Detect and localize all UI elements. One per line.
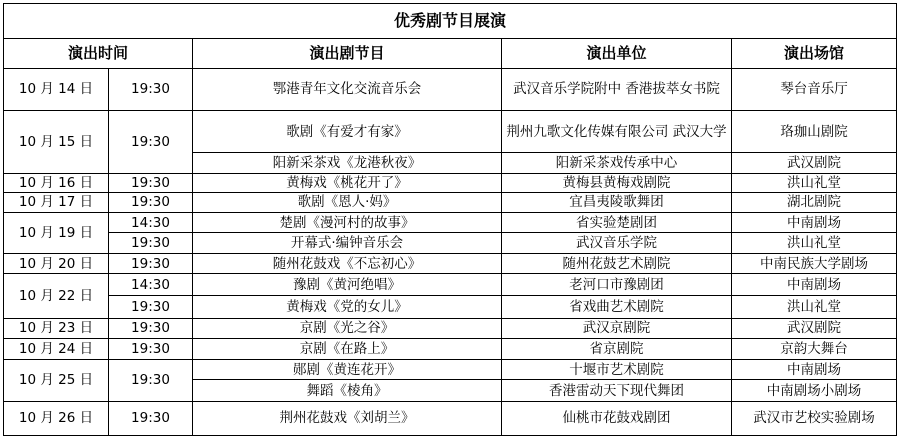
program-cell: 豫剧《黄河绝唱》 — [193, 274, 502, 296]
venue-cell: 湖北剧院 — [732, 193, 897, 213]
unit-cell: 武汉音乐学院附中 香港拔萃女书院 — [502, 68, 732, 110]
time-cell: 19:30 — [109, 173, 193, 193]
time-cell: 19:30 — [109, 253, 193, 274]
program-cell: 歌剧《恩人·妈》 — [193, 193, 502, 213]
program-cell: 黄梅戏《党的女儿》 — [193, 296, 502, 319]
venue-cell: 琴台音乐厅 — [732, 68, 897, 110]
date-cell: 10 月 20 日 — [4, 253, 109, 274]
venue-cell: 武汉剧院 — [732, 153, 897, 174]
venue-cell: 中南剧场 — [732, 359, 897, 380]
venue-cell: 中南剧场 — [732, 212, 897, 233]
time-cell: 14:30 — [109, 212, 193, 233]
venue-cell: 京韵大舞台 — [732, 339, 897, 360]
unit-cell: 武汉音乐学院 — [502, 233, 732, 254]
program-cell: 楚剧《漫河村的故事》 — [193, 212, 502, 233]
unit-cell: 香港雷动天下现代舞团 — [502, 380, 732, 402]
date-cell: 10 月 17 日 — [4, 193, 109, 213]
header-program: 演出剧节目 — [193, 38, 502, 68]
program-cell: 鄂港青年文化交流音乐会 — [193, 68, 502, 110]
program-cell: 黄梅戏《桃花开了》 — [193, 173, 502, 193]
program-cell: 京剧《在路上》 — [193, 339, 502, 360]
date-cell: 10 月 15 日 — [4, 110, 109, 173]
unit-cell: 省戏曲艺术剧院 — [502, 296, 732, 319]
time-cell: 19:30 — [109, 110, 193, 173]
table-row — [4, 296, 897, 319]
program-cell: 开幕式·编钟音乐会 — [193, 233, 502, 254]
unit-cell: 仙桃市花鼓戏剧团 — [502, 401, 732, 435]
table-row — [4, 253, 897, 274]
time-cell: 19:30 — [109, 339, 193, 360]
time-cell: 19:30 — [109, 193, 193, 213]
venue-cell: 中南剧场 — [732, 274, 897, 296]
table-row — [4, 401, 897, 435]
header-row — [4, 38, 897, 68]
program-cell: 京剧《光之谷》 — [193, 318, 502, 339]
unit-cell: 随州花鼓艺术剧院 — [502, 253, 732, 274]
table-row — [4, 318, 897, 339]
unit-cell: 省京剧院 — [502, 339, 732, 360]
time-cell: 14:30 — [109, 274, 193, 296]
program-cell: 舞蹈《棱角》 — [193, 380, 502, 402]
title-row — [4, 4, 897, 39]
program-cell: 歌剧《有爱才有家》 — [193, 110, 502, 152]
time-cell: 19:30 — [109, 233, 193, 254]
venue-cell: 中南剧场小剧场 — [732, 380, 897, 402]
program-schedule-table — [3, 3, 897, 436]
program-cell: 阳新采茶戏《龙港秋夜》 — [193, 153, 502, 174]
venue-cell: 武汉市艺校实验剧场 — [732, 401, 897, 435]
venue-cell: 洪山礼堂 — [732, 173, 897, 193]
venue-cell: 中南民族大学剧场 — [732, 253, 897, 274]
table-row — [4, 274, 897, 296]
date-cell: 10 月 19 日 — [4, 212, 109, 253]
unit-cell: 荆州九歌文化传媒有限公司 武汉大学 — [502, 110, 732, 152]
date-cell: 10 月 25 日 — [4, 359, 109, 401]
venue-cell: 洪山礼堂 — [732, 296, 897, 319]
date-cell: 10 月 26 日 — [4, 401, 109, 435]
unit-cell: 阳新采茶戏传承中心 — [502, 153, 732, 174]
program-cell: 荆州花鼓戏《刘胡兰》 — [193, 401, 502, 435]
table-title: 优秀剧节目展演 — [4, 4, 897, 39]
table-row — [4, 359, 897, 380]
time-cell: 19:30 — [109, 296, 193, 319]
date-cell: 10 月 23 日 — [4, 318, 109, 339]
unit-cell: 省实验楚剧团 — [502, 212, 732, 233]
table-row — [4, 173, 897, 193]
unit-cell: 宜昌夷陵歌舞团 — [502, 193, 732, 213]
table-row — [4, 233, 897, 254]
time-cell: 19:30 — [109, 68, 193, 110]
time-cell: 19:30 — [109, 359, 193, 401]
program-cell: 随州花鼓戏《不忘初心》 — [193, 253, 502, 274]
table-row — [4, 212, 897, 233]
unit-cell: 武汉京剧院 — [502, 318, 732, 339]
header-time: 演出时间 — [4, 38, 193, 68]
venue-cell: 珞珈山剧院 — [732, 110, 897, 152]
table-row — [4, 339, 897, 360]
table-row — [4, 110, 897, 152]
unit-cell: 黄梅县黄梅戏剧院 — [502, 173, 732, 193]
header-unit: 演出单位 — [502, 38, 732, 68]
table-row — [4, 193, 897, 213]
unit-cell: 十堰市艺术剧院 — [502, 359, 732, 380]
date-cell: 10 月 22 日 — [4, 274, 109, 318]
program-cell: 郧剧《黄连花开》 — [193, 359, 502, 380]
table-row — [4, 68, 897, 110]
date-cell: 10 月 16 日 — [4, 173, 109, 193]
venue-cell: 武汉剧院 — [732, 318, 897, 339]
date-cell: 10 月 24 日 — [4, 339, 109, 360]
header-venue: 演出场馆 — [732, 38, 897, 68]
date-cell: 10 月 14 日 — [4, 68, 109, 110]
time-cell: 19:30 — [109, 318, 193, 339]
time-cell: 19:30 — [109, 401, 193, 435]
unit-cell: 老河口市豫剧团 — [502, 274, 732, 296]
venue-cell: 洪山礼堂 — [732, 233, 897, 254]
